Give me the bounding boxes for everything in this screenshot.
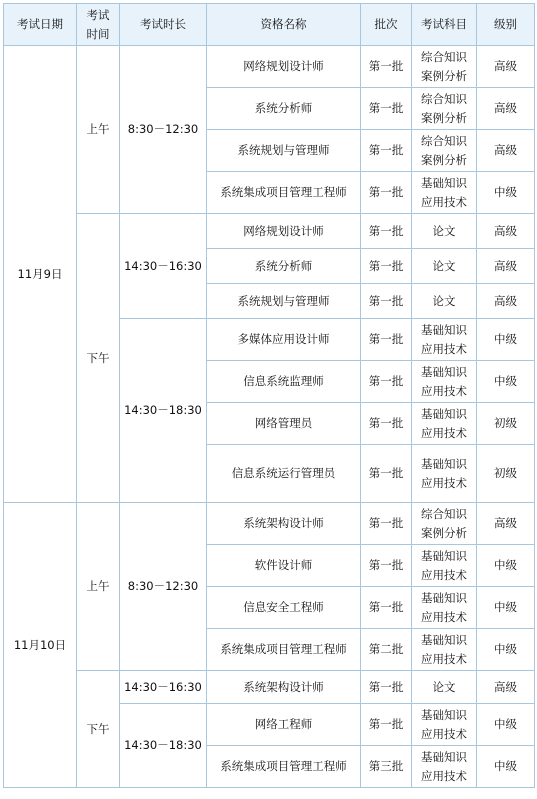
subject-line: 基础知识 bbox=[421, 456, 467, 471]
batch-cell: 第一批 bbox=[361, 361, 412, 403]
subject-line: 案例分析 bbox=[421, 152, 467, 167]
duration-cell: 8:30－12:30 bbox=[120, 503, 207, 671]
batch-cell: 第一批 bbox=[361, 214, 412, 249]
batch-cell: 第一批 bbox=[361, 403, 412, 445]
header-row bbox=[4, 4, 535, 46]
subject-line: 基础知识 bbox=[421, 707, 467, 722]
batch-cell: 第一批 bbox=[361, 587, 412, 629]
subject-line: 综合知识 bbox=[421, 91, 467, 106]
subject-line: 应用技术 bbox=[421, 425, 467, 440]
subject-line: 综合知识 bbox=[421, 49, 467, 64]
batch-cell: 第一批 bbox=[361, 46, 412, 88]
subject-cell bbox=[412, 284, 477, 319]
date-cell: 11月10日 bbox=[4, 503, 77, 788]
level-cell: 中级 bbox=[477, 629, 535, 671]
subject-line: 应用技术 bbox=[421, 475, 467, 490]
level-cell: 高级 bbox=[477, 88, 535, 130]
batch-cell: 第一批 bbox=[361, 130, 412, 172]
table-row bbox=[4, 214, 535, 249]
table-row bbox=[4, 503, 535, 545]
subject-line: 基础知识 bbox=[421, 632, 467, 647]
level-cell: 高级 bbox=[477, 503, 535, 545]
level-cell: 初级 bbox=[477, 403, 535, 445]
exam-name: 多媒体应用设计师 bbox=[207, 319, 361, 361]
exam-name: 网络管理员 bbox=[207, 403, 361, 445]
batch-cell: 第一批 bbox=[361, 445, 412, 503]
exam-name: 系统规划与管理师 bbox=[207, 284, 361, 319]
header-subject: 考试科目 bbox=[412, 4, 477, 46]
header-name: 资格名称 bbox=[207, 4, 361, 46]
subject-cell bbox=[412, 172, 477, 214]
table-row bbox=[4, 671, 535, 704]
subject-cell bbox=[412, 130, 477, 172]
duration-cell: 8:30－12:30 bbox=[120, 46, 207, 214]
subject-line: 基础知识 bbox=[421, 590, 467, 605]
exam-name: 系统集成项目管理工程师 bbox=[207, 629, 361, 671]
exam-schedule-table bbox=[3, 3, 535, 788]
subject-line: 应用技术 bbox=[421, 194, 467, 209]
exam-name: 系统分析师 bbox=[207, 249, 361, 284]
batch-cell: 第一批 bbox=[361, 503, 412, 545]
period-cell: 上午 bbox=[77, 503, 120, 671]
level-cell: 中级 bbox=[477, 172, 535, 214]
subject-cell bbox=[412, 46, 477, 88]
subject-cell bbox=[412, 249, 477, 284]
exam-name: 信息系统监理师 bbox=[207, 361, 361, 403]
batch-cell: 第一批 bbox=[361, 172, 412, 214]
level-cell: 高级 bbox=[477, 249, 535, 284]
subject-line: 基础知识 bbox=[421, 749, 467, 764]
exam-name: 系统分析师 bbox=[207, 88, 361, 130]
exam-name: 系统架构设计师 bbox=[207, 671, 361, 704]
exam-name: 网络规划设计师 bbox=[207, 46, 361, 88]
exam-name: 网络工程师 bbox=[207, 704, 361, 746]
batch-cell: 第一批 bbox=[361, 671, 412, 704]
subject-line: 案例分析 bbox=[421, 525, 467, 540]
period-cell: 上午 bbox=[77, 46, 120, 214]
batch-cell: 第一批 bbox=[361, 88, 412, 130]
period-cell: 下午 bbox=[77, 214, 120, 503]
subject-line: 基础知识 bbox=[421, 548, 467, 563]
subject-cell bbox=[412, 88, 477, 130]
level-cell: 高级 bbox=[477, 214, 535, 249]
subject-cell bbox=[412, 503, 477, 545]
level-cell: 初级 bbox=[477, 445, 535, 503]
exam-name: 信息系统运行管理员 bbox=[207, 445, 361, 503]
level-cell: 高级 bbox=[477, 46, 535, 88]
subject-line: 论文 bbox=[432, 293, 456, 308]
batch-cell: 第三批 bbox=[361, 746, 412, 788]
level-cell: 高级 bbox=[477, 284, 535, 319]
level-cell: 高级 bbox=[477, 671, 535, 704]
level-cell: 中级 bbox=[477, 587, 535, 629]
subject-line: 案例分析 bbox=[421, 68, 467, 83]
level-cell: 中级 bbox=[477, 704, 535, 746]
duration-cell: 14:30－16:30 bbox=[120, 214, 207, 319]
subject-line: 应用技术 bbox=[421, 567, 467, 582]
header-time bbox=[77, 4, 120, 46]
batch-cell: 第一批 bbox=[361, 249, 412, 284]
subject-line: 综合知识 bbox=[421, 506, 467, 521]
subject-line: 论文 bbox=[432, 679, 456, 694]
subject-line: 应用技术 bbox=[421, 726, 467, 741]
subject-line: 论文 bbox=[432, 223, 456, 238]
exam-name: 系统规划与管理师 bbox=[207, 130, 361, 172]
subject-line: 案例分析 bbox=[421, 110, 467, 125]
batch-cell: 第一批 bbox=[361, 704, 412, 746]
date-cell: 11月9日 bbox=[4, 46, 77, 503]
subject-cell bbox=[412, 704, 477, 746]
subject-cell bbox=[412, 545, 477, 587]
header-time-line2: 时间 bbox=[86, 26, 110, 41]
level-cell: 中级 bbox=[477, 361, 535, 403]
subject-line: 论文 bbox=[432, 258, 456, 273]
subject-line: 综合知识 bbox=[421, 133, 467, 148]
header-level: 级别 bbox=[477, 4, 535, 46]
subject-cell bbox=[412, 746, 477, 788]
subject-line: 应用技术 bbox=[421, 651, 467, 666]
batch-cell: 第一批 bbox=[361, 545, 412, 587]
subject-cell bbox=[412, 587, 477, 629]
exam-name: 系统集成项目管理工程师 bbox=[207, 172, 361, 214]
subject-line: 基础知识 bbox=[421, 406, 467, 421]
exam-name: 网络规划设计师 bbox=[207, 214, 361, 249]
header-time-line1: 考试 bbox=[86, 7, 110, 22]
duration-cell: 14:30－16:30 bbox=[120, 671, 207, 704]
batch-cell: 第一批 bbox=[361, 319, 412, 361]
subject-line: 基础知识 bbox=[421, 364, 467, 379]
level-cell: 中级 bbox=[477, 746, 535, 788]
subject-cell bbox=[412, 319, 477, 361]
duration-cell: 14:30－18:30 bbox=[120, 704, 207, 788]
subject-cell bbox=[412, 445, 477, 503]
header-duration: 考试时长 bbox=[120, 4, 207, 46]
subject-line: 应用技术 bbox=[421, 609, 467, 624]
exam-name: 系统集成项目管理工程师 bbox=[207, 746, 361, 788]
batch-cell: 第二批 bbox=[361, 629, 412, 671]
header-batch: 批次 bbox=[361, 4, 412, 46]
period-cell: 下午 bbox=[77, 671, 120, 788]
subject-line: 应用技术 bbox=[421, 341, 467, 356]
exam-name: 软件设计师 bbox=[207, 545, 361, 587]
subject-line: 基础知识 bbox=[421, 322, 467, 337]
subject-cell bbox=[412, 361, 477, 403]
batch-cell: 第一批 bbox=[361, 284, 412, 319]
subject-line: 应用技术 bbox=[421, 383, 467, 398]
duration-cell: 14:30－18:30 bbox=[120, 319, 207, 503]
exam-name: 信息安全工程师 bbox=[207, 587, 361, 629]
subject-cell bbox=[412, 403, 477, 445]
subject-cell bbox=[412, 214, 477, 249]
header-date: 考试日期 bbox=[4, 4, 77, 46]
subject-line: 应用技术 bbox=[421, 768, 467, 783]
level-cell: 高级 bbox=[477, 130, 535, 172]
subject-cell bbox=[412, 671, 477, 704]
subject-cell bbox=[412, 629, 477, 671]
subject-line: 基础知识 bbox=[421, 175, 467, 190]
level-cell: 中级 bbox=[477, 545, 535, 587]
exam-name: 系统架构设计师 bbox=[207, 503, 361, 545]
level-cell: 中级 bbox=[477, 319, 535, 361]
table-row bbox=[4, 46, 535, 88]
